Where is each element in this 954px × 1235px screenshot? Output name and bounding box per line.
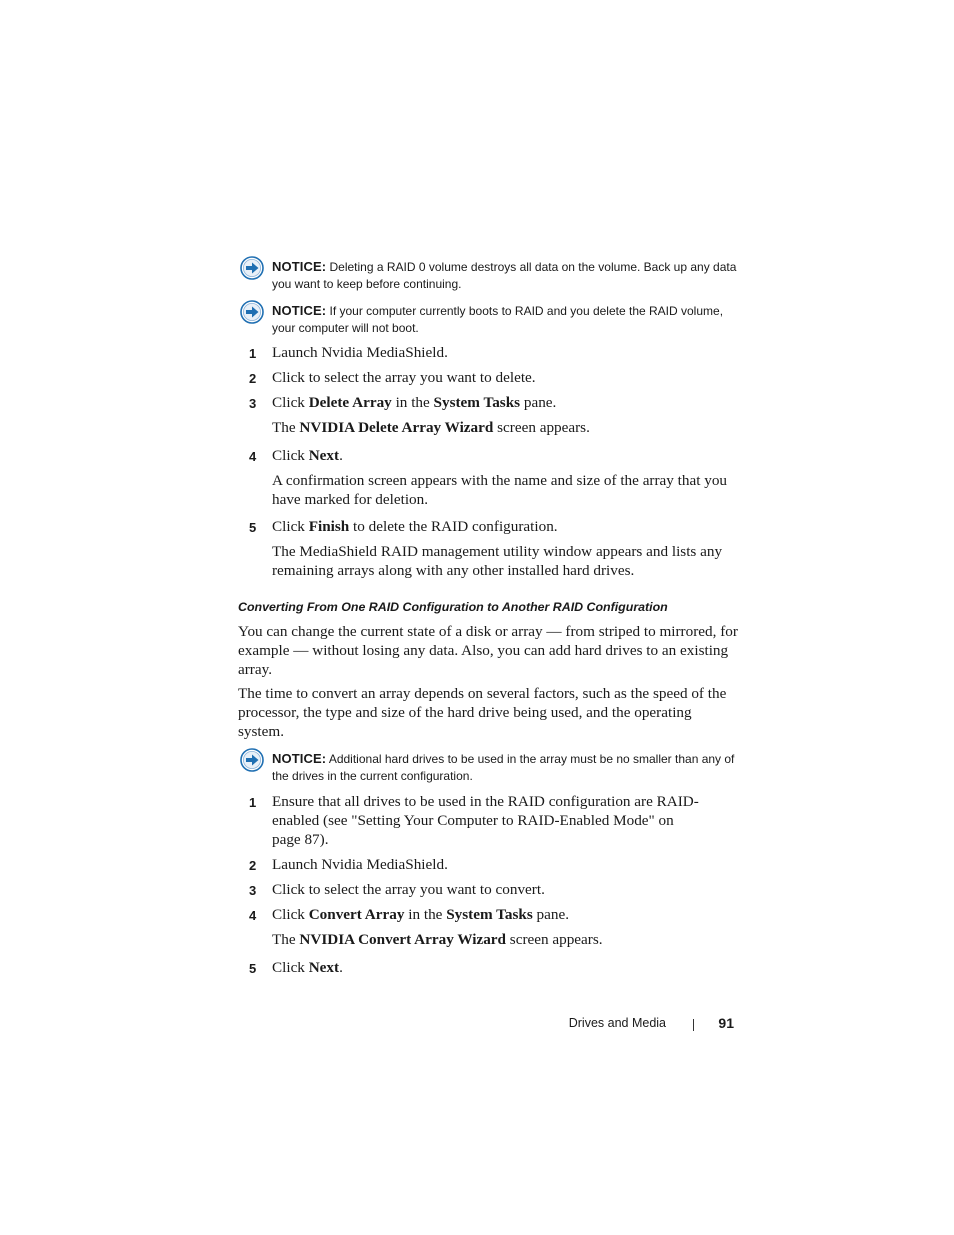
delete-step-2: [238, 368, 738, 387]
step-number: 5: [249, 520, 257, 535]
ui-term-convert-wizard: NVIDIA Convert Array Wizard: [299, 931, 506, 948]
notice-drive-size: [238, 750, 738, 785]
ui-term-finish: Finish: [308, 518, 350, 535]
delete-step-4-result: A confirmation screen appears with the name and size of the array that you have marked for deletion.: [272, 472, 728, 508]
ui-term-convert-array: Convert Array: [308, 906, 405, 923]
step-text: Click Convert Array in the System Tasks pane.: [272, 906, 570, 923]
convert-step-2: [238, 855, 738, 874]
convert-step-4: [238, 905, 738, 924]
convert-step-3: [238, 880, 738, 899]
convert-step-1: [238, 792, 738, 849]
step-text: Click Delete Array in the System Tasks pane.: [272, 394, 557, 411]
step-text: Launch Nvidia MediaShield.: [272, 856, 448, 873]
step-number: 1: [249, 795, 257, 810]
notice-text: If your computer currently boots to RAID and you delete the RAID volume, your computer will not boot.: [272, 304, 724, 335]
ui-term-delete-array: Delete Array: [308, 394, 392, 411]
convert-step-4-result: The NVIDIA Convert Array Wizard screen appears.: [272, 931, 603, 948]
ui-term-next: Next: [308, 447, 340, 464]
delete-step-5-result: The MediaShield RAID management utility window appears and lists any remaining arrays along with any other installed hard drives.: [272, 543, 723, 579]
step-text: Click to select the array you want to delete.: [272, 369, 536, 386]
timing-paragraph: The time to convert an array depends on several factors, such as the speed of the processor, the type and size of the hard drive being used, and the operating system.: [238, 685, 727, 740]
step-number: 3: [249, 883, 257, 898]
convert-step-5: [238, 958, 738, 977]
step-text: Click Next.: [272, 959, 343, 976]
ui-term-delete-wizard: NVIDIA Delete Array Wizard: [299, 419, 494, 436]
notice-arrow-icon: [240, 748, 264, 772]
page-number: 91: [718, 1015, 734, 1031]
notice-text: Deleting a RAID 0 volume destroys all data on the volume. Back up any data you want to keep before continuing.: [272, 260, 737, 291]
step-text: Click Next.: [272, 447, 343, 464]
ui-term-system-tasks: System Tasks: [433, 394, 521, 411]
notice-delete-warning: [238, 258, 738, 293]
notice-arrow-icon: [240, 256, 264, 280]
delete-step-1: [238, 343, 738, 362]
step-number: 4: [249, 449, 257, 464]
page-footer: [520, 1016, 736, 1034]
delete-step-4: [238, 446, 738, 465]
section-heading: Converting From One RAID Configuration to Another RAID Configuration: [238, 600, 668, 614]
footer-section-title: Drives and Media: [568, 1016, 666, 1030]
step-number: 3: [249, 396, 257, 411]
footer-divider: [693, 1019, 694, 1031]
delete-step-5: [238, 517, 738, 536]
delete-step-3: [238, 393, 738, 412]
notice-boot-warning: [238, 302, 738, 337]
ui-term-system-tasks: System Tasks: [446, 906, 533, 923]
notice-label: NOTICE:: [272, 259, 327, 274]
step-number: 1: [249, 346, 257, 361]
ui-term-next: Next: [308, 959, 340, 976]
step-number: 5: [249, 961, 257, 976]
notice-arrow-icon: [240, 300, 264, 324]
intro-paragraph: You can change the current state of a disk or array — from striped to mirrored, for example — without losing any data. Also, you can add hard drives to an existing array.: [238, 623, 738, 678]
step-text: Ensure that all drives to be used in the RAID configuration are RAID- enabled (see "Setting Your Computer to RAID-Enabled Mode" on page 87).: [272, 793, 699, 848]
step-text: Click Finish to delete the RAID configuration.: [272, 518, 558, 535]
step-number: 2: [249, 858, 257, 873]
step-number: 4: [249, 908, 257, 923]
delete-step-3-result: The NVIDIA Delete Array Wizard screen appears.: [272, 419, 590, 436]
step-text: Launch Nvidia MediaShield.: [272, 344, 448, 361]
notice-text: Additional hard drives to be used in the array must be no smaller than any of the drives in the current configuration.: [272, 752, 735, 783]
notice-label: NOTICE:: [272, 751, 327, 766]
step-text: Click to select the array you want to convert.: [272, 881, 545, 898]
notice-label: NOTICE:: [272, 303, 327, 318]
step-number: 2: [249, 371, 257, 386]
